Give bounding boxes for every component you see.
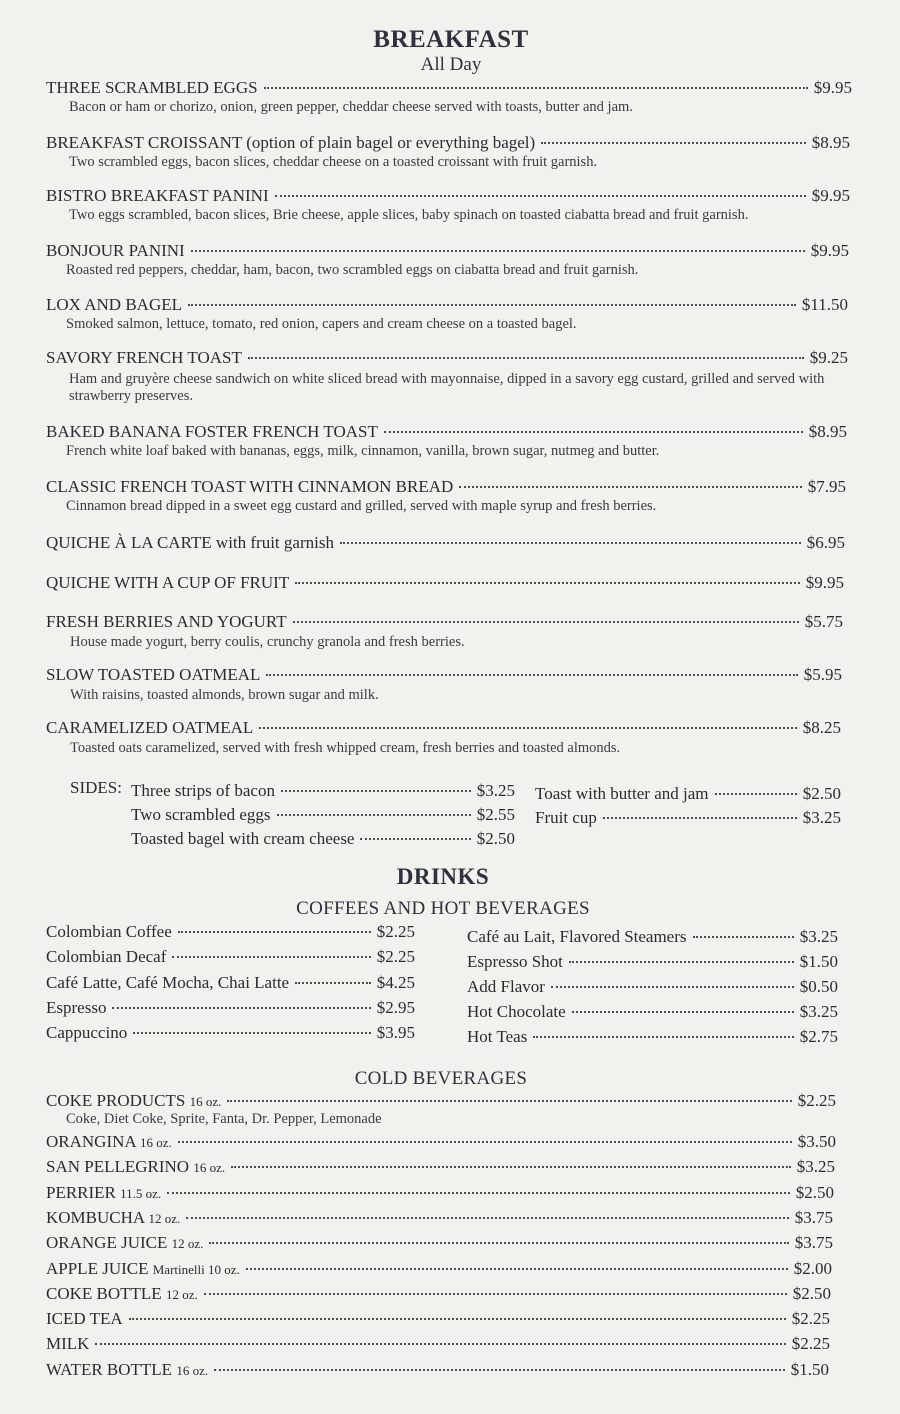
drink-item bbox=[46, 1208, 833, 1228]
item-name: BAKED BANANA FOSTER FRENCH TOAST bbox=[46, 422, 378, 441]
leader-dots bbox=[172, 956, 370, 958]
drink-item bbox=[467, 1027, 838, 1047]
item-size: Martinelli 10 oz. bbox=[152, 1262, 240, 1277]
item-description: Two scrambled eggs, bacon slices, cheddar cheese on a toasted croissant with fruit garnish. bbox=[69, 154, 598, 170]
leader-dots bbox=[248, 357, 804, 359]
item-price: $2.25 bbox=[376, 922, 415, 941]
item-name: Café Latte, Café Mocha, Chai Latte bbox=[46, 973, 290, 992]
leader-dots bbox=[551, 986, 794, 988]
leader-dots bbox=[533, 1036, 793, 1038]
item-name: CLASSIC FRENCH TOAST WITH CINNAMON BREAD bbox=[46, 477, 454, 496]
side-item bbox=[131, 829, 515, 849]
drink-item bbox=[46, 1334, 830, 1354]
menu-item bbox=[46, 348, 848, 368]
leader-dots bbox=[360, 838, 470, 840]
item-name: Fruit cup bbox=[535, 808, 597, 827]
menu-item bbox=[46, 665, 842, 685]
leader-dots bbox=[293, 621, 799, 623]
leader-dots bbox=[459, 486, 801, 488]
item-name: BREAKFAST CROISSANT (option of plain bagel or everything bagel) bbox=[46, 133, 536, 152]
item-name: Add Flavor bbox=[467, 977, 545, 996]
item-price: $5.75 bbox=[804, 612, 843, 631]
item-name: Espresso bbox=[46, 998, 107, 1017]
item-name: SAN PELLEGRINO 16 oz. bbox=[46, 1157, 226, 1176]
item-description: Roasted red peppers, cheddar, ham, bacon, two scrambled eggs on ciabatta bread and fruit garnish. bbox=[66, 262, 639, 278]
drink-item bbox=[46, 1309, 830, 1329]
leader-dots bbox=[204, 1293, 787, 1295]
leader-dots bbox=[384, 431, 803, 433]
leader-dots bbox=[295, 582, 800, 584]
item-description: Two eggs scrambled, bacon slices, Brie cheese, apple slices, baby spinach on toasted ciabatta bread and fruit garnish. bbox=[69, 207, 749, 223]
item-price: $2.50 bbox=[802, 784, 841, 803]
leader-dots bbox=[133, 1032, 371, 1034]
item-price: $2.25 bbox=[797, 1091, 836, 1110]
item-name: PERRIER 11.5 oz. bbox=[46, 1183, 162, 1202]
item-price: $2.50 bbox=[792, 1284, 831, 1303]
drink-item bbox=[467, 927, 838, 947]
leader-dots bbox=[227, 1100, 791, 1102]
menu-item bbox=[46, 477, 846, 497]
drink-item bbox=[46, 1284, 831, 1304]
item-price: $8.25 bbox=[802, 718, 841, 737]
item-name: Colombian Coffee bbox=[46, 922, 172, 941]
leader-dots bbox=[209, 1242, 788, 1244]
item-price: $1.50 bbox=[790, 1360, 829, 1379]
item-name: Three strips of bacon bbox=[131, 781, 275, 800]
item-description: Bacon or ham or chorizo, onion, green pepper, cheddar cheese served with toasts, butter and jam. bbox=[69, 99, 633, 115]
item-name: Hot Chocolate bbox=[467, 1002, 566, 1021]
item-name: COKE PRODUCTS 16 oz. bbox=[46, 1091, 222, 1110]
item-description: French white loaf baked with bananas, eggs, milk, cinnamon, vanilla, brown sugar, nutmeg and butter. bbox=[66, 443, 660, 459]
drink-item bbox=[46, 973, 415, 993]
item-name: Café au Lait, Flavored Steamers bbox=[467, 927, 687, 946]
leader-dots bbox=[95, 1343, 785, 1345]
leader-dots bbox=[188, 304, 796, 306]
drink-item bbox=[46, 1360, 829, 1380]
leader-dots bbox=[572, 1011, 794, 1013]
menu-item bbox=[46, 241, 849, 261]
leader-dots bbox=[541, 142, 806, 144]
item-price: $2.75 bbox=[799, 1027, 838, 1046]
item-description: Cinnamon bread dipped in a sweet egg custard and grilled, served with maple syrup and fresh berries. bbox=[66, 498, 657, 514]
item-name: SAVORY FRENCH TOAST bbox=[46, 348, 242, 367]
item-price: $2.25 bbox=[791, 1334, 830, 1353]
item-name: Toasted bagel with cream cheese bbox=[131, 829, 355, 848]
item-name: THREE SCRAMBLED EGGS bbox=[46, 78, 258, 97]
item-description: Coke, Diet Coke, Sprite, Fanta, Dr. Pepper, Lemonade bbox=[66, 1111, 382, 1127]
leader-dots bbox=[569, 961, 794, 963]
item-name: Toast with butter and jam bbox=[535, 784, 709, 803]
leader-dots bbox=[340, 542, 801, 544]
item-price: $3.50 bbox=[797, 1132, 836, 1151]
menu-item bbox=[46, 295, 848, 315]
item-price: $3.75 bbox=[794, 1208, 833, 1227]
item-price: $9.95 bbox=[810, 241, 849, 260]
leader-dots bbox=[246, 1268, 788, 1270]
item-size: 11.5 oz. bbox=[120, 1186, 162, 1201]
drink-item bbox=[467, 952, 838, 972]
leader-dots bbox=[277, 814, 471, 816]
item-price: $2.50 bbox=[476, 829, 515, 848]
item-name: Colombian Decaf bbox=[46, 947, 167, 966]
leader-dots bbox=[693, 936, 794, 938]
menu-item bbox=[46, 718, 841, 738]
leader-dots bbox=[259, 727, 796, 729]
item-name: WATER BOTTLE 16 oz. bbox=[46, 1360, 209, 1379]
side-item bbox=[535, 784, 841, 804]
leader-dots bbox=[295, 982, 371, 984]
item-price: $1.50 bbox=[799, 952, 838, 971]
leader-dots bbox=[231, 1166, 791, 1168]
item-price: $8.95 bbox=[808, 422, 847, 441]
item-name: ICED TEA bbox=[46, 1309, 123, 1328]
drink-item bbox=[467, 977, 838, 997]
item-size: 12 oz. bbox=[148, 1211, 181, 1226]
item-name: MILK bbox=[46, 1334, 90, 1353]
leader-dots bbox=[715, 793, 797, 795]
menu-item bbox=[46, 133, 850, 153]
item-price: $2.55 bbox=[476, 805, 515, 824]
item-size: 16 oz. bbox=[193, 1160, 226, 1175]
item-price: $2.00 bbox=[793, 1259, 832, 1278]
item-price: $3.95 bbox=[376, 1023, 415, 1042]
item-description: Smoked salmon, lettuce, tomato, red onion, capers and cream cheese on a toasted bagel. bbox=[66, 316, 577, 332]
menu-item bbox=[46, 422, 847, 442]
leader-dots bbox=[167, 1192, 790, 1194]
item-name: CARAMELIZED OATMEAL bbox=[46, 718, 254, 737]
drink-item bbox=[46, 1183, 834, 1203]
item-size: 12 oz. bbox=[171, 1236, 204, 1251]
leader-dots bbox=[191, 250, 805, 252]
side-item bbox=[535, 808, 841, 828]
side-item bbox=[131, 781, 515, 801]
drink-item bbox=[46, 922, 415, 942]
drink-item bbox=[46, 1023, 415, 1043]
item-price: $2.25 bbox=[791, 1309, 830, 1328]
item-price: $8.95 bbox=[811, 133, 850, 152]
menu-item bbox=[46, 612, 843, 632]
item-name: Cappuccino bbox=[46, 1023, 128, 1042]
item-price: $5.95 bbox=[803, 665, 842, 684]
breakfast-title: BREAKFAST bbox=[373, 26, 529, 53]
item-name: ORANGINA 16 oz. bbox=[46, 1132, 172, 1151]
item-name: Espresso Shot bbox=[467, 952, 563, 971]
item-price: $3.25 bbox=[799, 1002, 838, 1021]
item-name: FRESH BERRIES AND YOGURT bbox=[46, 612, 287, 631]
drink-item bbox=[46, 947, 415, 967]
hot-beverages-title: COFFEES AND HOT BEVERAGES bbox=[296, 898, 590, 919]
drink-item bbox=[46, 1259, 832, 1279]
item-name: COKE BOTTLE 12 oz. bbox=[46, 1284, 198, 1303]
item-name: QUICHE À LA CARTE with fruit garnish bbox=[46, 533, 334, 552]
item-size: 16 oz. bbox=[189, 1094, 222, 1109]
item-name: KOMBUCHA 12 oz. bbox=[46, 1208, 181, 1227]
item-name: QUICHE WITH A CUP OF FRUIT bbox=[46, 573, 290, 592]
item-price: $3.75 bbox=[794, 1233, 833, 1252]
item-name: SLOW TOASTED OATMEAL bbox=[46, 665, 261, 684]
item-price: $2.50 bbox=[795, 1183, 834, 1202]
item-name: ORANGE JUICE 12 oz. bbox=[46, 1233, 204, 1252]
item-price: $3.25 bbox=[796, 1157, 835, 1176]
menu-item bbox=[46, 573, 844, 593]
drink-item bbox=[46, 1132, 836, 1152]
leader-dots bbox=[264, 87, 808, 89]
item-price: $3.25 bbox=[799, 927, 838, 946]
leader-dots bbox=[178, 1141, 792, 1143]
cold-beverages-title: COLD BEVERAGES bbox=[354, 1068, 528, 1089]
item-price: $9.95 bbox=[813, 78, 852, 97]
item-price: $4.25 bbox=[376, 973, 415, 992]
leader-dots bbox=[186, 1217, 788, 1219]
item-price: $3.25 bbox=[476, 781, 515, 800]
item-name: BONJOUR PANINI bbox=[46, 241, 185, 260]
item-name: Two scrambled eggs bbox=[131, 805, 271, 824]
drink-item bbox=[46, 998, 415, 1018]
item-name: Hot Teas bbox=[467, 1027, 528, 1046]
leader-dots bbox=[275, 195, 806, 197]
drink-item bbox=[46, 1233, 833, 1253]
item-price: $0.50 bbox=[799, 977, 838, 996]
item-description: Toasted oats caramelized, served with fresh whipped cream, fresh berries and toasted almonds. bbox=[70, 740, 621, 756]
leader-dots bbox=[266, 674, 797, 676]
item-description: House made yogurt, berry coulis, crunchy granola and fresh berries. bbox=[70, 634, 465, 650]
item-price: $7.95 bbox=[807, 477, 846, 496]
item-price: $9.95 bbox=[805, 573, 844, 592]
breakfast-subtitle: All Day bbox=[420, 54, 482, 75]
leader-dots bbox=[281, 790, 471, 792]
leader-dots bbox=[112, 1007, 370, 1009]
item-description: Ham and gruyère cheese sandwich on white sliced bread with mayonnaise, dipped in a savory egg custard, grilled and served with strawberry preserves. bbox=[69, 371, 825, 404]
leader-dots bbox=[214, 1369, 785, 1371]
leader-dots bbox=[178, 931, 371, 933]
item-size: 16 oz. bbox=[176, 1363, 209, 1378]
menu-item bbox=[46, 78, 852, 98]
item-price: $3.25 bbox=[802, 808, 841, 827]
item-name: LOX AND BAGEL bbox=[46, 295, 182, 314]
item-price: $9.95 bbox=[811, 186, 850, 205]
item-price: $9.25 bbox=[809, 348, 848, 367]
item-price: $11.50 bbox=[801, 295, 848, 314]
item-price: $6.95 bbox=[806, 533, 845, 552]
drink-item bbox=[467, 1002, 838, 1022]
item-name: BISTRO BREAKFAST PANINI bbox=[46, 186, 269, 205]
drink-item bbox=[46, 1091, 836, 1111]
item-name: APPLE JUICE Martinelli 10 oz. bbox=[46, 1259, 240, 1278]
item-description: With raisins, toasted almonds, brown sugar and milk. bbox=[70, 687, 379, 703]
item-price: $2.25 bbox=[376, 947, 415, 966]
item-price: $2.95 bbox=[376, 998, 415, 1017]
drinks-title: DRINKS bbox=[396, 864, 490, 889]
sides-label: SIDES: bbox=[70, 778, 122, 797]
item-size: 16 oz. bbox=[139, 1135, 172, 1150]
drink-item bbox=[46, 1157, 835, 1177]
side-item bbox=[131, 805, 515, 825]
leader-dots bbox=[129, 1318, 786, 1320]
menu-item bbox=[46, 533, 845, 553]
leader-dots bbox=[603, 817, 797, 819]
menu-item bbox=[46, 186, 850, 206]
item-size: 12 oz. bbox=[165, 1287, 198, 1302]
